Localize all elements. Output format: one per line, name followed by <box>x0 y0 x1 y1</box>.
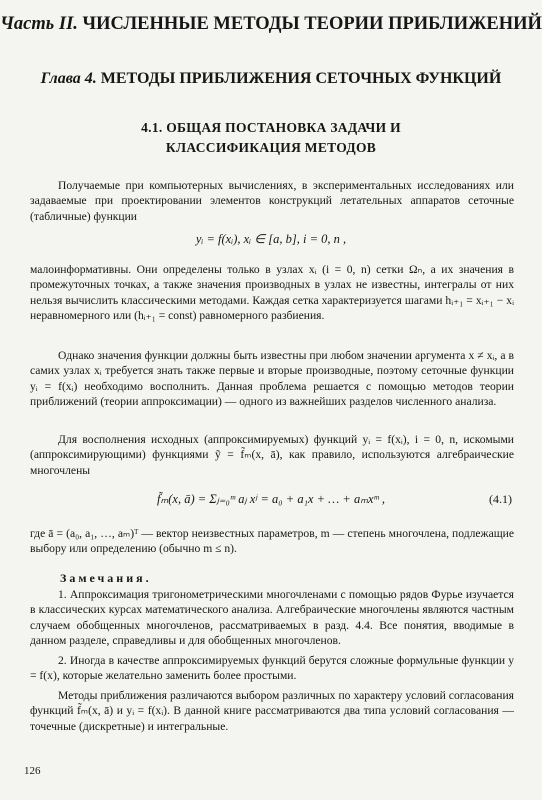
part-number: Часть II. <box>0 14 78 34</box>
chapter-title: МЕТОДЫ ПРИБЛИЖЕНИЯ СЕТОЧНЫХ ФУНКЦИЙ <box>100 70 502 87</box>
notes-title: Замечания. <box>60 571 152 585</box>
paragraph-5: где ā = (a₀, a₁, …, aₘ)ᵀ — вектор неизвестных параметров, m — степень многочлена, подлежащие выбору или определению (обычно m ≤ n). <box>30 527 514 556</box>
chapter-number: Глава 4. <box>40 70 97 87</box>
section-heading: 4.1. ОБЩАЯ ПОСТАНОВКА ЗАДАЧИ И КЛАССИФИКАЦИЯ МЕТОДОВ <box>141 120 401 155</box>
paragraph-4 <box>30 432 514 478</box>
part-title: ЧИСЛЕННЫЕ МЕТОДЫ ТЕОРИИ ПРИБЛИЖЕНИЙ <box>82 14 542 34</box>
note-2 <box>30 653 514 684</box>
paragraph-3 <box>30 348 514 409</box>
page-number: 126 <box>24 765 41 777</box>
note-2-text: 2. Иногда в качестве аппроксимируемых функций берутся сложные формульные функции y = f(x), которые желательно заменить более простыми. <box>30 654 514 683</box>
grid-function-formula: yᵢ = f(xᵢ), xᵢ ∈ [a, b], i = 0, n , <box>195 232 347 246</box>
part-heading <box>0 14 542 34</box>
equation-number: (4.1) <box>489 492 512 506</box>
note-1 <box>30 587 514 648</box>
paragraph-6-text: Методы приближения различаются выбором различных по характеру условий согласования функций f̃ₘ(x, ā) и yᵢ = f(xᵢ). В данной книге рассматриваются два типа условий согласования — точечные (дискретные) и интегральные. <box>30 689 514 733</box>
chapter-heading <box>0 69 542 89</box>
paragraph-1-text: Получаемые при компьютерных вычислениях, в экспериментальных исследованиях или задаваемые при проектировании элементов конструкций летательных аппаратов сеточные (табличные) функции <box>30 179 514 223</box>
paragraph-2: малоинформативны. Они определены только в узлах xᵢ (i = 0, n) сетки Ωₙ, а их значения в промежуточных точках, а также значения производных в узлах не известны, интегралы от них нельзя вычислить классическими методами. Каждая сетка характеризуется шагами hᵢ₊₁ = xᵢ₊₁ − xᵢ неравномерного или (hᵢ₊₁ = const) равномерного разбиения. <box>30 263 514 322</box>
paragraph-4-text: Для восполнения исходных (аппроксимируемых) функций yᵢ = f(xᵢ), i = 0, n, искомыми (аппроксимирующими) функциями ỹ = f̃ₘ(x, ā), как правило, используются алгебраические многочлены <box>30 433 514 477</box>
note-1-text: 1. Аппроксимация тригонометрическими многочленами с помощью рядов Фурье изучается в классических курсах математического анализа. Алгебраические многочлены являются частным случаем обобщенных многочленов, рассматриваемых в разд. 4.4. Все понятия, вводимые в данном разделе, справедливы и для обобщенных многочленов. <box>30 588 514 647</box>
paragraph-1 <box>30 178 514 224</box>
paragraph-6 <box>30 688 514 734</box>
paragraph-3-text: Однако значения функции должны быть известны при любом значении аргумента x ≠ xᵢ, а в самих узлах xᵢ требуется знать также первые и вторые производные, поэтому сеточные функции yᵢ = f(xᵢ) необходимо восполнить. Данная проблема решается с помощью методов теории приближений (теории аппроксимации) — одного из важнейших разделов численного анализа. <box>30 349 514 408</box>
polynomial-formula: f̃ₘ(x, ā) = Σⱼ₌₀ᵐ aⱼ xʲ = a₀ + a₁x + … + aₘxᵐ , <box>156 492 386 506</box>
